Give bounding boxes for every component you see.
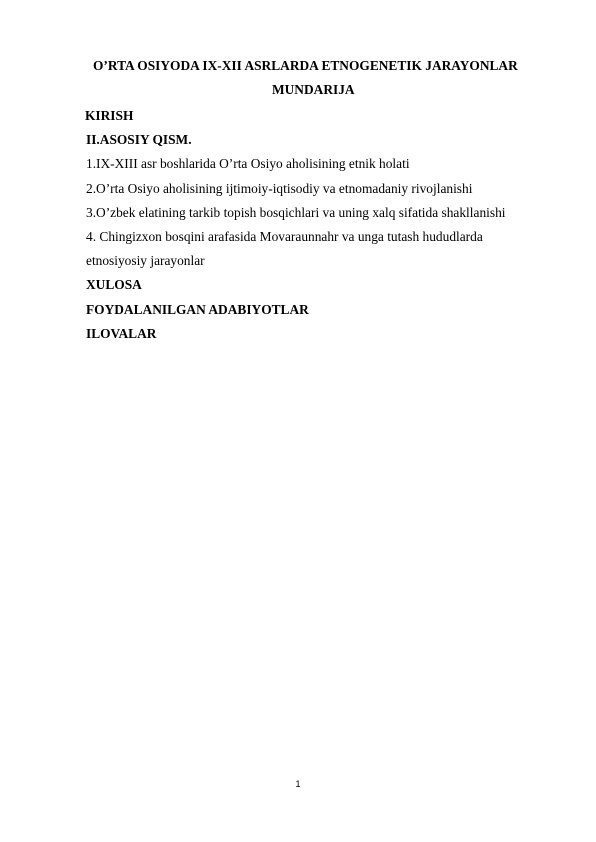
table-of-contents [86, 106, 505, 348]
toc-item-xulosa: XULOSA [86, 277, 142, 293]
toc-item-section-2: 2.O’rta Osiyo aholisining ijtimoiy-iqtisodiy va etnomadaniy rivojlanishi [86, 180, 473, 196]
contents-heading: MUNDARIJA [272, 82, 355, 97]
toc-item-section-3: 3.O’zbek elatining tarkib topish bosqichlari va uning xalq sifatida shakllanishi [86, 204, 506, 220]
toc-item-section-4-continued: etnosiyosiy jarayonlar [86, 253, 205, 269]
toc-item-kirish: KIRISH [85, 108, 134, 123]
toc-item-section-1: 1.IX-XIII asr boshlarida O’rta Osiyo aholisining etnik holati [86, 156, 410, 172]
toc-item-ilovalar: ILOVALAR [86, 325, 157, 341]
toc-item-adabiyotlar: FOYDALANILGAN ADABIYOTLAR [86, 301, 309, 317]
toc-item-section-4: 4. Chingizxon bosqini arafasida Movaraunnahr va unga tutash hududlarda [86, 228, 483, 244]
toc-item-asosiy-qism: II.ASOSIY QISM. [86, 132, 192, 148]
page-number: 1 [295, 779, 301, 789]
document-title: O’RTA OSIYODA IX-XII ASRLARDA ETNOGENETIK JARAYONLAR [93, 58, 518, 73]
